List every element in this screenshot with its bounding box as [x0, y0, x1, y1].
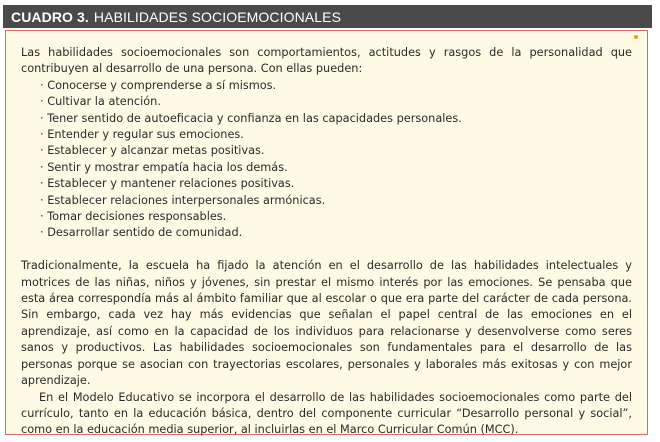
spacer	[21, 242, 632, 258]
box-title: HABILIDADES SOCIOEMOCIONALES	[93, 8, 342, 25]
decorative-dot	[634, 35, 638, 39]
list-item: · Tomar decisiones responsables.	[40, 209, 632, 225]
list-item: · Establecer y mantener relaciones positivas.	[40, 176, 632, 192]
list-item: · Entender y regular sus emociones.	[40, 127, 632, 143]
intro-paragraph: Las habilidades socioemocionales son comportamientos, actitudes y rasgos de la personalidad que contribuyen al desarrollo de una persona. Con ellas pueden:	[21, 46, 632, 76]
list-item: · Tener sentido de autoeficacia y confianza en las capacidades personales.	[40, 111, 632, 127]
box-label: CUADRO 3.	[11, 8, 89, 25]
list-item: · Establecer y alcanzar metas positivas.	[40, 143, 632, 159]
list-item: · Desarrollar sentido de comunidad.	[40, 225, 632, 241]
body-paragraph-1: Tradicionalmente, la escuela ha fijado la atención en el desarrollo de las habilidades intelectuales y motrices de las niñas, niños y jóvenes, sin prestar el mismo interés por las emociones. Se pensaba que esta área correspondía más al ámbito familiar que al escolar o que era parte del carácter de cada persona. Sin embargo, cada vez hay más evidencias que señalan el papel central de las emociones en el aprendizaje, así como en la capacidad de los individuos para relacionarse y desenvolverse como seres sanos y productivos. Las habilidades socioemocionales son fundamentales para el desarrollo de las personas porque se asocian con trayectorias escolares, personales y laborales más exitosas y con mejor aprendizaje.	[21, 259, 632, 388]
list-item: · Conocerse y comprenderse a sí mismos.	[40, 78, 632, 94]
skills-list	[21, 78, 632, 242]
body-paragraph-2: En el Modelo Educativo se incorpora el desarrollo de las habilidades socioemocionales como parte del currículo, tanto en la educación básica, dentro del componente curricular “Desarrollo personal y social”, como en la educación media superior, al incluirlas en el Marco Curricular Común (MCC).	[21, 390, 632, 437]
box-header	[3, 5, 652, 28]
list-item: · Cultivar la atención.	[40, 94, 632, 110]
content-box	[5, 30, 648, 435]
list-item: · Establecer relaciones interpersonales armónicas.	[40, 193, 632, 209]
list-item: · Sentir y mostrar empatía hacia los demás.	[40, 160, 632, 176]
box-content	[21, 45, 632, 439]
